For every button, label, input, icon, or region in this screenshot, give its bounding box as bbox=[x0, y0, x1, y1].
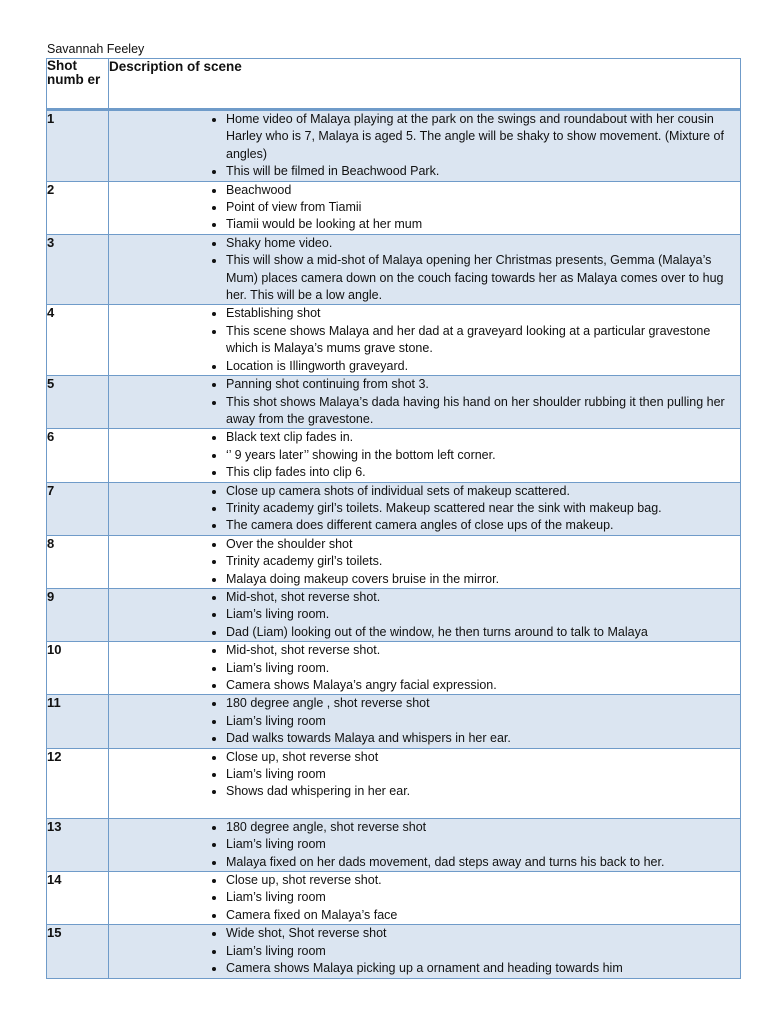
scene-bullet-item: • Home video of Malaya playing at the park on the swings and roundabout with her cousin Harley who is 7, Malaya is aged 5. The angle will be shaky to show movement. (Mixture of angles) bbox=[226, 111, 732, 163]
scene-bullet-list bbox=[109, 819, 740, 871]
scene-bullet-item: • Camera fixed on Malaya’s face bbox=[226, 907, 732, 924]
scene-description bbox=[109, 234, 741, 305]
scene-bullet-list bbox=[109, 589, 740, 641]
table-row bbox=[47, 535, 741, 588]
scene-description bbox=[109, 305, 741, 376]
scene-bullet-item: • 180 degree angle, shot reverse shot bbox=[226, 819, 732, 836]
scene-bullet-list bbox=[109, 483, 740, 535]
scene-bullet-item: • Close up, shot reverse shot bbox=[226, 749, 732, 766]
shot-number: 15 bbox=[47, 925, 109, 978]
scene-bullet-list bbox=[109, 305, 740, 375]
scene-description bbox=[109, 872, 741, 925]
scene-description bbox=[109, 429, 741, 482]
scene-bullet-item: • Establishing shot bbox=[226, 305, 732, 322]
scene-description bbox=[109, 925, 741, 978]
scene-bullet-item: • Camera shows Malaya’s angry facial expression. bbox=[226, 677, 732, 694]
scene-bullet-item: • This shot shows Malaya’s dada having his hand on her shoulder rubbing it then pulling her away from the gravestone. bbox=[226, 394, 732, 429]
scene-bullet-item: • Liam’s living room bbox=[226, 766, 732, 783]
scene-bullet-item: • This scene shows Malaya and her dad at a graveyard looking at a particular gravestone which is Malaya’s mums grave stone. bbox=[226, 323, 732, 358]
scene-bullet-item: • Mid-shot, shot reverse shot. bbox=[226, 642, 732, 659]
scene-bullet-list bbox=[109, 872, 740, 924]
header-shot-number: Shot numb er bbox=[47, 59, 109, 110]
table-row bbox=[47, 305, 741, 376]
shot-number: 11 bbox=[47, 695, 109, 748]
scene-bullet-list bbox=[109, 111, 740, 181]
scene-description bbox=[109, 482, 741, 535]
shot-number: 12 bbox=[47, 748, 109, 818]
scene-bullet-item: • Close up camera shots of individual sets of makeup scattered. bbox=[226, 483, 732, 500]
scene-bullet-item: • Trinity academy girl’s toilets. bbox=[226, 553, 732, 570]
table-row bbox=[47, 429, 741, 482]
scene-bullet-item: • ‘’ 9 years later’’ showing in the bottom left corner. bbox=[226, 447, 732, 464]
table-row bbox=[47, 376, 741, 429]
scene-bullet-item: • Tiamii would be looking at her mum bbox=[226, 216, 732, 233]
shot-number: 9 bbox=[47, 588, 109, 641]
scene-bullet-item: • 180 degree angle , shot reverse shot bbox=[226, 695, 732, 712]
scene-description bbox=[109, 376, 741, 429]
scene-bullet-list bbox=[109, 536, 740, 588]
shot-number: 13 bbox=[47, 818, 109, 871]
table-header-row bbox=[47, 59, 741, 110]
scene-bullet-item: • Over the shoulder shot bbox=[226, 536, 732, 553]
scene-bullet-item: • Beachwood bbox=[226, 182, 732, 199]
shot-number: 5 bbox=[47, 376, 109, 429]
scene-bullet-list bbox=[109, 749, 740, 801]
scene-bullet-item: • Mid-shot, shot reverse shot. bbox=[226, 589, 732, 606]
table-row bbox=[47, 748, 741, 818]
scene-bullet-item: • Point of view from Tiamii bbox=[226, 199, 732, 216]
scene-bullet-item: • Trinity academy girl’s toilets. Makeup scattered near the sink with makeup bag. bbox=[226, 500, 732, 517]
author-name: Savannah Feeley bbox=[47, 42, 145, 56]
table-row bbox=[47, 695, 741, 748]
scene-description bbox=[109, 818, 741, 871]
shot-number: 10 bbox=[47, 642, 109, 695]
header-description: Description of scene bbox=[109, 59, 741, 110]
shot-number: 8 bbox=[47, 535, 109, 588]
scene-bullet-item: • Location is Illingworth graveyard. bbox=[226, 358, 732, 375]
scene-bullet-list bbox=[109, 182, 740, 234]
table-row bbox=[47, 818, 741, 871]
scene-bullet-item: • Shaky home video. bbox=[226, 235, 732, 252]
scene-bullet-list bbox=[109, 695, 740, 747]
scene-bullet-item: • Dad walks towards Malaya and whispers in her ear. bbox=[226, 730, 732, 747]
table-row bbox=[47, 234, 741, 305]
scene-description bbox=[109, 588, 741, 641]
table-row bbox=[47, 872, 741, 925]
scene-bullet-item: • Camera shows Malaya picking up a ornament and heading towards him bbox=[226, 960, 732, 977]
scene-description bbox=[109, 748, 741, 818]
scene-description bbox=[109, 110, 741, 182]
scene-bullet-list bbox=[109, 642, 740, 694]
shot-number: 2 bbox=[47, 181, 109, 234]
scene-bullet-item: • Liam’s living room bbox=[226, 889, 732, 906]
scene-bullet-list bbox=[109, 925, 740, 977]
shot-number: 6 bbox=[47, 429, 109, 482]
scene-bullet-item: • This will show a mid-shot of Malaya opening her Christmas presents, Gemma (Malaya’s Mum) places camera down on the couch facing towards her as Malaya comes over to hug her. This will be a low angle. bbox=[226, 252, 732, 304]
scene-bullet-item: • Malaya doing makeup covers bruise in the mirror. bbox=[226, 571, 732, 588]
table-row bbox=[47, 482, 741, 535]
scene-description bbox=[109, 642, 741, 695]
shot-number: 1 bbox=[47, 110, 109, 182]
shot-number: 14 bbox=[47, 872, 109, 925]
scene-description bbox=[109, 535, 741, 588]
scene-bullet-list bbox=[109, 376, 740, 428]
scene-description bbox=[109, 181, 741, 234]
table-row bbox=[47, 181, 741, 234]
table-row bbox=[47, 925, 741, 978]
scene-bullet-item: • Liam’s living room. bbox=[226, 606, 732, 623]
scene-bullet-item: • Liam’s living room bbox=[226, 713, 732, 730]
scene-bullet-item: • Wide shot, Shot reverse shot bbox=[226, 925, 732, 942]
scene-bullet-item: • Liam’s living room bbox=[226, 836, 732, 853]
table-body bbox=[47, 110, 741, 979]
table-row bbox=[47, 642, 741, 695]
shot-list-table bbox=[46, 58, 741, 979]
shot-number: 3 bbox=[47, 234, 109, 305]
scene-bullet-item: • The camera does different camera angles of close ups of the makeup. bbox=[226, 517, 732, 534]
scene-bullet-item: • Black text clip fades in. bbox=[226, 429, 732, 446]
scene-bullet-item: • This will be filmed in Beachwood Park. bbox=[226, 163, 732, 180]
shot-number: 4 bbox=[47, 305, 109, 376]
scene-bullet-item: • This clip fades into clip 6. bbox=[226, 464, 732, 481]
scene-bullet-list bbox=[109, 429, 740, 481]
shot-number: 7 bbox=[47, 482, 109, 535]
scene-bullet-item: • Liam’s living room bbox=[226, 943, 732, 960]
scene-bullet-item: • Malaya fixed on her dads movement, dad steps away and turns his back to her. bbox=[226, 854, 732, 871]
scene-bullet-item: • Close up, shot reverse shot. bbox=[226, 872, 732, 889]
scene-bullet-list bbox=[109, 235, 740, 305]
table-row bbox=[47, 110, 741, 182]
scene-bullet-item: • Dad (Liam) looking out of the window, he then turns around to talk to Malaya bbox=[226, 624, 732, 641]
scene-description bbox=[109, 695, 741, 748]
scene-bullet-item: • Shows dad whispering in her ear. bbox=[226, 783, 732, 800]
scene-bullet-item: • Liam’s living room. bbox=[226, 660, 732, 677]
table-row bbox=[47, 588, 741, 641]
scene-bullet-item: • Panning shot continuing from shot 3. bbox=[226, 376, 732, 393]
